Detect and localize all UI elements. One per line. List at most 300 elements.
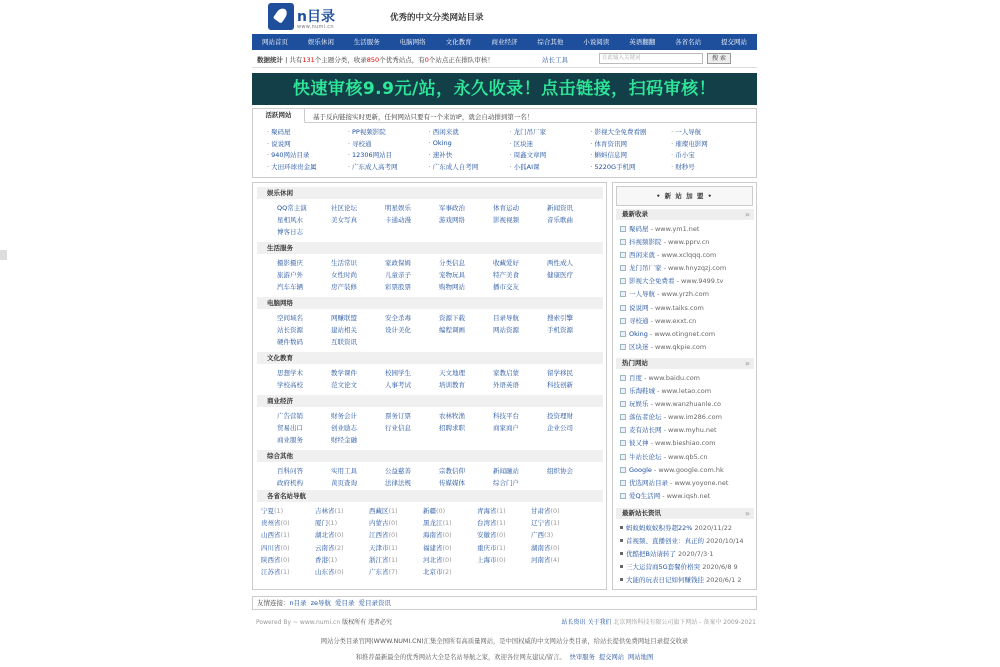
province-name: 台湾省 (477, 519, 497, 528)
list-item-name[interactable]: 优选网站目录 (629, 478, 668, 487)
list-item[interactable] (616, 424, 754, 437)
province-name: 安徽省 (477, 531, 497, 540)
list-item-name[interactable]: Oking (629, 329, 648, 338)
list-item[interactable] (616, 535, 754, 548)
category-link[interactable]: 军事政治 (439, 204, 465, 212)
separator: - (655, 290, 662, 299)
site-favicon-icon (620, 265, 626, 271)
province-link[interactable] (477, 530, 531, 539)
list-item[interactable] (616, 451, 754, 464)
list-item[interactable] (616, 561, 754, 574)
nav-item[interactable]: 英语翻翻 (629, 38, 656, 46)
list-item[interactable] (616, 328, 754, 341)
list-item[interactable] (616, 288, 754, 301)
footer-link[interactable]: 提交网站 (598, 654, 625, 661)
list-item-date: 2020/7/3·1 (678, 550, 714, 559)
province-link[interactable] (531, 506, 585, 515)
category-link[interactable]: 政府机构 (277, 479, 303, 488)
province-link[interactable] (531, 543, 585, 552)
category-link[interactable]: 播市交友 (493, 283, 519, 292)
list-item[interactable] (616, 398, 754, 411)
stats-label: 数据统计 (257, 56, 283, 64)
nav-item[interactable]: 提交网站 (721, 38, 748, 46)
category-link[interactable]: 贸易出口 (277, 424, 303, 433)
province-count: (1) (496, 519, 506, 528)
list-item-name[interactable]: Google (629, 465, 652, 474)
province-link[interactable] (531, 530, 585, 539)
list-item-name[interactable]: 麦有站长网 (629, 426, 662, 435)
category-link[interactable]: 财务会计 (331, 412, 357, 420)
category-link[interactable]: 站长资源 (277, 326, 303, 335)
category-link[interactable]: 汽车车辆 (277, 283, 303, 292)
category-link[interactable]: 宠物玩具 (439, 271, 465, 280)
province-count: (1) (280, 567, 290, 576)
category-link[interactable]: 目录导航 (493, 314, 519, 322)
active-site-link[interactable]: · 12306网站目 (348, 150, 429, 159)
nav-item[interactable]: 商业经济 (491, 38, 518, 46)
list-item[interactable] (616, 223, 754, 236)
separator: - (661, 238, 668, 247)
province-count: (0) (280, 519, 290, 528)
active-site-link[interactable]: · 影视大全免费看剧 (590, 127, 671, 136)
friend-link[interactable]: ze导航 (310, 599, 332, 607)
list-item-url: www.9499.tv (680, 277, 724, 286)
list-item-url: www.taiks.com (654, 303, 704, 312)
list-item-name[interactable]: 聚码屋 (629, 225, 649, 233)
category-grid (277, 203, 603, 236)
province-count: (0) (334, 531, 344, 540)
side-tab[interactable] (0, 250, 7, 260)
category-section (257, 242, 603, 291)
list-item-url: www.xclqqq.com (661, 251, 717, 260)
active-site-link[interactable]: · 璀璨电影网 (671, 139, 752, 148)
category-link[interactable]: 宗教信仰 (439, 467, 465, 475)
category-link[interactable]: 人事考试 (385, 381, 411, 390)
list-item-name[interactable]: 影视大全免费看 (629, 277, 675, 286)
province-link[interactable] (477, 506, 531, 515)
site-logo[interactable] (268, 3, 352, 33)
separator: - (648, 342, 655, 351)
province-link[interactable] (423, 506, 477, 515)
promo-banner[interactable]: 快速审核9.9元/站，永久收录！点击链接，扫码审核！ (252, 73, 757, 105)
list-item-url: www.iqsh.net (666, 491, 711, 500)
category-link[interactable]: 两性成人 (547, 259, 573, 267)
province-link[interactable] (423, 518, 477, 527)
list-item-name[interactable]: 寻校通 (629, 316, 649, 325)
powered-right: 站长资讯 关于我们 北京网络科技有限公司旗下网站 - 备案中 2009-2021 (561, 619, 756, 626)
category-link[interactable]: 影视视频 (493, 216, 519, 225)
category-link[interactable]: 黄页查询 (331, 479, 357, 488)
province-link[interactable] (261, 555, 315, 564)
list-item-url: www.google.com.hk (658, 465, 724, 474)
category-link[interactable]: 购物网站 (439, 283, 465, 292)
list-item-name[interactable]: 说说网 (629, 303, 649, 312)
list-item-url: www.myhu.net (667, 426, 717, 435)
category-link[interactable]: 组织协会 (547, 467, 573, 475)
stats-cat-count: 131 (302, 56, 315, 64)
category-link[interactable]: 商家商户 (493, 424, 519, 433)
nav-item[interactable]: 电脑网络 (399, 38, 426, 46)
nav-item[interactable]: 网站首页 (261, 38, 288, 46)
list-item[interactable] (616, 477, 754, 490)
join-button[interactable]: • 新 站 加 盟 • (616, 186, 753, 206)
category-link[interactable]: 设计美化 (385, 326, 411, 335)
category-link[interactable]: 美女写真 (331, 216, 357, 225)
active-site-link[interactable]: · Oking (429, 139, 510, 148)
category-link[interactable]: 科技创新 (547, 381, 573, 390)
province-name: 北京市 (423, 567, 443, 576)
category-link[interactable]: 行业信息 (385, 424, 411, 433)
category-link[interactable]: 培训教育 (439, 381, 465, 390)
province-link[interactable] (477, 543, 531, 552)
category-link[interactable]: 科技平台 (493, 412, 519, 420)
category-link[interactable]: 家教启蒙 (493, 369, 519, 377)
list-item-name[interactable]: 玩娱乐 (629, 400, 649, 409)
province-count: (1) (280, 531, 290, 540)
category-grid (277, 411, 603, 444)
active-site-link[interactable]: · 西闲来就 (429, 127, 510, 136)
category-link[interactable]: 网赚联盟 (331, 314, 357, 322)
section-title: 热门网站 » (616, 358, 754, 369)
section-list (616, 223, 754, 354)
category-link[interactable]: 传媒媒体 (439, 479, 465, 488)
province-name: 云南省 (315, 543, 335, 552)
list-item-name[interactable]: 爱Q生活网 (629, 491, 661, 500)
friend-link[interactable]: 爱目录资讯 (358, 599, 392, 607)
nav-item[interactable]: 娱乐休闲 (307, 38, 334, 46)
list-item-date: 2020/11/22 (694, 524, 732, 532)
category-link[interactable]: 教学课件 (331, 369, 357, 377)
list-item[interactable] (616, 236, 754, 249)
search-input[interactable]: 在此输入关键词 (599, 53, 703, 64)
list-item[interactable] (616, 275, 754, 288)
list-item-url: www.exxt.cn (654, 316, 697, 325)
bullet-icon (620, 565, 623, 568)
friend-link[interactable]: n目录 (289, 599, 307, 607)
separator: - (655, 387, 662, 396)
province-count: (4) (550, 555, 560, 564)
category-link[interactable]: 明星娱乐 (385, 204, 411, 212)
active-site-link[interactable]: · 速补快 (429, 150, 510, 159)
province-name: 贵州省 (261, 519, 281, 528)
province-link[interactable] (315, 518, 369, 527)
province-link[interactable] (261, 567, 315, 576)
footer-link[interactable]: 网站地图 (628, 654, 654, 661)
province-link[interactable] (369, 518, 423, 527)
active-sites-panel (252, 108, 757, 178)
category-link[interactable]: 新闻资讯 (547, 204, 573, 212)
active-site-link[interactable]: · 体育资讯网 (590, 139, 671, 148)
province-link[interactable] (315, 543, 369, 552)
category-link[interactable]: 家政保姆 (385, 259, 411, 267)
category-link[interactable]: 旅游户外 (277, 271, 303, 280)
list-item[interactable] (616, 464, 754, 477)
active-site-link[interactable]: · 区块迷 (510, 139, 591, 148)
category-link[interactable]: 空间域名 (277, 314, 303, 322)
panel-divider (253, 122, 756, 123)
province-link[interactable] (315, 530, 369, 539)
list-item-name[interactable]: 龙门吊厂家 (629, 264, 662, 273)
category-link[interactable]: 社区论坛 (331, 204, 357, 212)
list-item[interactable] (616, 574, 754, 587)
category-link[interactable]: 法律法规 (385, 479, 411, 488)
category-link[interactable]: 搜索引擎 (547, 314, 573, 322)
province-link[interactable] (369, 530, 423, 539)
active-site-link[interactable]: · 币小宝 (671, 150, 752, 159)
province-count: (1) (550, 519, 560, 528)
active-site-link[interactable]: · 财秒号 (671, 162, 752, 171)
tab-active-sites[interactable]: 活跃网站 (253, 109, 305, 123)
province-name: 天津市 (369, 543, 389, 552)
active-site-link[interactable]: · 说说网 (267, 139, 348, 148)
province-count: (1) (328, 519, 338, 528)
province-link[interactable] (369, 567, 423, 576)
category-link[interactable]: 招聘求职 (439, 424, 465, 433)
province-link[interactable] (261, 543, 315, 552)
nav-item[interactable]: 综合其他 (537, 38, 564, 46)
category-link[interactable]: 博客日志 (277, 228, 303, 237)
list-item-name[interactable]: 首视频、直播创业：真正的 (626, 537, 704, 546)
category-link[interactable]: 房产装修 (331, 283, 357, 292)
category-link[interactable]: 校园学生 (385, 369, 411, 377)
province-name: 青海省 (477, 507, 497, 515)
category-link[interactable]: 摄影摄庆 (277, 259, 303, 267)
active-site-link[interactable]: · 5220G手机网 (590, 162, 671, 171)
province-link[interactable] (423, 530, 477, 539)
category-link[interactable]: 实用工具 (331, 467, 357, 475)
category-link[interactable]: QQ常主演 (277, 204, 307, 212)
friend-link[interactable]: 爱目录 (335, 599, 355, 607)
list-item-url: www.wanzhuanle.co (654, 400, 721, 409)
category-grid (277, 258, 603, 291)
list-item-url: www.yrzh.com (661, 290, 709, 299)
active-site-link[interactable]: · 一人导航 (671, 127, 752, 136)
category-link[interactable]: 生活常识 (331, 259, 357, 267)
category-link[interactable]: 公益慈善 (385, 467, 411, 475)
category-link[interactable]: 思想学术 (277, 369, 303, 377)
category-title[interactable]: 综合其他 (257, 450, 603, 462)
list-item-url: www.letao.com (661, 387, 712, 396)
category-link[interactable]: 编程调画 (439, 326, 465, 335)
category-link[interactable]: 互联资讯 (331, 338, 357, 347)
category-title[interactable]: 商业经济 (257, 395, 603, 407)
category-link[interactable]: 手机资源 (547, 326, 573, 335)
list-item-url: www.otingnet.com (654, 329, 716, 338)
category-link[interactable]: 游戏网络 (439, 216, 465, 225)
list-item-date: 2020/6/1 2 (706, 576, 742, 585)
list-item[interactable] (616, 302, 754, 315)
category-link[interactable]: 安全杀毒 (385, 314, 411, 322)
province-link[interactable] (315, 567, 369, 576)
list-item-name[interactable]: 抖视频影院 (629, 238, 662, 247)
category-title[interactable]: 电脑网络 (257, 297, 603, 309)
category-link[interactable]: 综合门户 (493, 479, 519, 488)
list-item-name[interactable]: 一人导航 (629, 290, 655, 299)
list-item-name[interactable]: 三大运营商5G套餐价格突 (626, 563, 701, 572)
list-item-date: 2020/6/8 9 (702, 563, 738, 572)
category-link[interactable]: 特产美食 (493, 271, 519, 280)
category-link[interactable]: 广告营销 (277, 412, 303, 420)
province-link[interactable] (369, 555, 423, 564)
province-link[interactable] (261, 518, 315, 527)
webmaster-tools-link[interactable]: 站长工具 (542, 56, 568, 64)
province-link[interactable] (423, 555, 477, 564)
category-link[interactable]: 百科问答 (277, 467, 303, 475)
category-link[interactable]: 农林牧渔 (439, 412, 465, 420)
province-link[interactable] (477, 555, 531, 564)
list-item-name[interactable]: 彼又神 (629, 439, 649, 448)
province-link[interactable] (531, 518, 585, 527)
province-link[interactable] (531, 555, 585, 564)
list-item[interactable] (616, 249, 754, 262)
province-link[interactable] (477, 518, 531, 527)
category-link[interactable]: 新闻融站 (493, 467, 519, 475)
list-item[interactable] (616, 490, 754, 503)
site-favicon-icon (620, 493, 626, 499)
site-slogan: 优秀的中文分类网站目录 (390, 13, 484, 23)
footer-line-2: 和推荐最新最全的优秀网站大全是名站导航之家，欢迎各位网友建议/留言。 快审服务 提交网站 网站地图 (355, 654, 654, 661)
province-link[interactable] (369, 506, 423, 515)
list-item-name[interactable]: 优酷把B站请转了 (626, 550, 676, 559)
province-link[interactable] (423, 567, 477, 576)
active-site-link[interactable]: · 940网站目录 (267, 150, 348, 159)
province-count: (0) (436, 507, 446, 515)
category-link[interactable]: 创业励志 (331, 424, 357, 433)
category-link[interactable]: 外语英语 (493, 381, 519, 390)
province-name: 西藏区 (369, 507, 389, 515)
list-item[interactable] (616, 437, 754, 450)
category-title[interactable]: 娱乐休闲 (257, 187, 603, 199)
active-site-link[interactable]: · 龙门吊厂家 (510, 127, 591, 136)
list-item[interactable] (616, 315, 754, 328)
province-link[interactable] (315, 555, 369, 564)
active-site-link[interactable]: · 广东成人自考网 (429, 162, 510, 171)
list-item[interactable] (616, 411, 754, 424)
active-sites-grid (267, 127, 752, 171)
list-item[interactable] (616, 548, 754, 561)
list-item-url: www.pprv.cn (667, 238, 710, 247)
category-link[interactable]: 卡通动漫 (385, 216, 411, 225)
category-link[interactable]: 建站相关 (331, 326, 357, 335)
active-site-link[interactable]: · 广东成人高考网 (348, 162, 429, 171)
category-link[interactable]: 收藏爱好 (493, 259, 519, 267)
separator: - (642, 374, 649, 382)
search-button[interactable]: 搜 索 (707, 53, 731, 64)
site-favicon-icon (620, 375, 626, 381)
category-panel (252, 182, 607, 590)
category-link[interactable]: 票务订票 (385, 412, 411, 420)
list-item-name[interactable]: 牛站长论坛 (629, 452, 662, 461)
active-site-link[interactable]: · 蝌蚪信息网 (590, 150, 671, 159)
category-link[interactable]: 资源下载 (439, 314, 465, 322)
list-item-name[interactable]: 大能的玩表日记如何赚钱挂 (626, 576, 704, 585)
category-link[interactable]: 学校高校 (277, 381, 303, 390)
province-link[interactable] (369, 543, 423, 552)
category-title[interactable]: 文化教育 (257, 352, 603, 364)
hot-sites-section (616, 358, 754, 503)
province-name: 海南省 (423, 531, 443, 540)
site-favicon-icon (620, 226, 626, 232)
province-link[interactable] (261, 530, 315, 539)
category-link[interactable]: 分类信息 (439, 259, 465, 267)
province-name: 湖南省 (531, 543, 551, 552)
nav-item[interactable]: 生活服务 (353, 38, 380, 46)
category-link[interactable]: 范文论文 (331, 381, 357, 390)
active-notice: 基于反向链接实时更新，任何网站只要有一个来访IP，就会自动排到第一名！ (313, 113, 534, 121)
category-link[interactable]: 儿童亲子 (385, 271, 411, 280)
list-item-name[interactable]: 区块迷 (629, 342, 649, 351)
news-link[interactable]: 站长资讯 (561, 619, 586, 626)
active-site-link[interactable]: · PP视频影院 (348, 127, 429, 136)
category-link[interactable]: 网站资源 (493, 326, 519, 335)
list-item-name[interactable]: 百度 (629, 374, 642, 382)
category-link[interactable]: 星相风水 (277, 216, 303, 225)
site-favicon-icon (620, 252, 626, 258)
nav-item[interactable]: 文化教育 (445, 38, 472, 46)
category-link[interactable]: 音乐歌曲 (547, 216, 573, 225)
category-link[interactable]: 财经金融 (331, 436, 357, 445)
site-favicon-icon (620, 318, 626, 324)
category-link[interactable]: 天文地理 (439, 369, 465, 377)
list-item-name[interactable]: 西闲来就 (629, 251, 655, 260)
category-link[interactable]: 女性时尚 (331, 271, 357, 280)
active-site-link[interactable]: · 小狐AI课 (510, 162, 591, 171)
list-item[interactable] (616, 341, 754, 354)
powered-row: Powered By ~ www.numi.cn 版权所有 违者必究 站长资讯 关于我们 北京网络科技有限公司旗下网站 - 备案中 2009-2021 (256, 619, 756, 626)
separator: - (661, 426, 668, 435)
active-site-link[interactable]: · 大田环球贵金属 (267, 162, 348, 171)
site-favicon-icon (620, 480, 626, 486)
site-favicon-icon (620, 239, 626, 245)
province-name: 河南省 (531, 555, 551, 564)
category-link[interactable]: 企业公司 (547, 424, 573, 433)
province-count: (7) (388, 567, 398, 576)
stats-text: 数据统计 | 共有131个主题分类，收录850个优秀站点，有0个站点正在排队审核！ (257, 56, 494, 64)
category-link[interactable]: 彩票股票 (385, 283, 411, 292)
province-link[interactable] (261, 506, 315, 515)
category-title[interactable]: 生活服务 (257, 242, 603, 254)
province-name: 江苏省 (261, 567, 281, 576)
list-item-name[interactable]: 乐淘鞋城 (629, 387, 655, 396)
active-site-link[interactable]: · 寻校通 (348, 139, 429, 148)
category-link[interactable]: 健康医疗 (547, 271, 573, 280)
separator: - (655, 251, 662, 260)
category-link[interactable]: 留学移民 (547, 369, 573, 377)
province-grid (261, 506, 603, 576)
footer-link[interactable]: 快审服务 (569, 654, 595, 661)
category-link[interactable]: 硬件数码 (277, 338, 303, 347)
about-link[interactable]: 关于我们 (587, 619, 612, 626)
list-item[interactable] (616, 385, 754, 398)
list-item[interactable] (616, 522, 754, 535)
category-link[interactable]: 投资理财 (547, 412, 573, 420)
category-link[interactable]: 体育运动 (493, 204, 519, 212)
list-item[interactable] (616, 372, 754, 385)
category-link[interactable]: 商业服务 (277, 436, 303, 445)
category-section (257, 187, 603, 236)
list-item-name[interactable]: 落伍者论坛 (629, 413, 662, 422)
active-site-link[interactable]: · 聚码屋 (267, 127, 348, 136)
nav-item[interactable]: 小说阅读 (583, 38, 610, 46)
nav-item[interactable]: 各省名站 (675, 38, 702, 46)
province-link[interactable] (423, 543, 477, 552)
list-item[interactable] (616, 262, 754, 275)
list-item-name[interactable]: 蚂蚁蚂蚁蚁积券超22% (626, 524, 693, 532)
province-link[interactable] (315, 506, 369, 515)
active-site-link[interactable]: · 周鑫文章网 (510, 150, 591, 159)
province-section (257, 490, 603, 576)
separator: - (674, 277, 681, 286)
